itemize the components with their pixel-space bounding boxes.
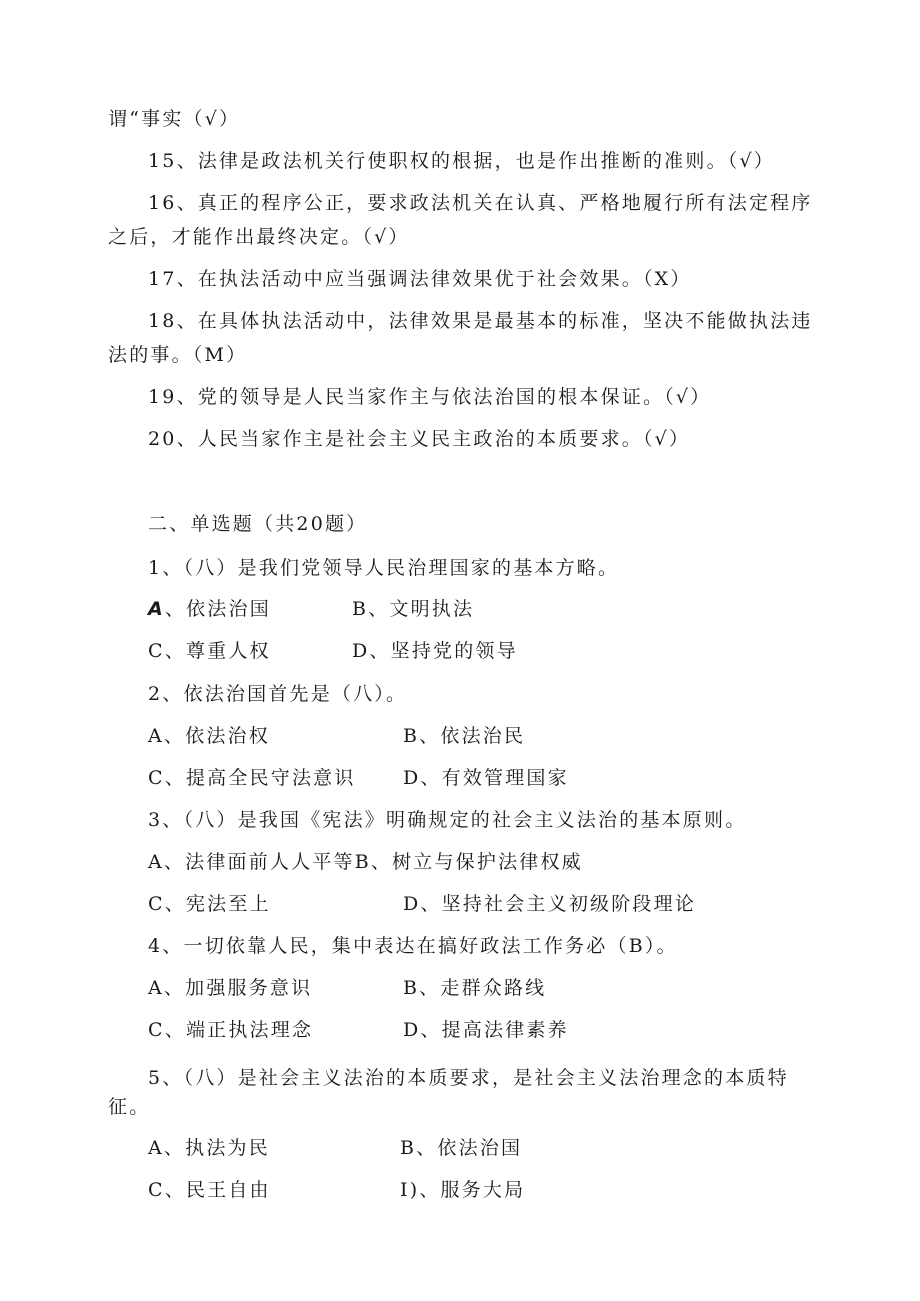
question-5-option-c: C、民王自由	[148, 1179, 271, 1201]
option-a-label: A	[148, 598, 165, 620]
question-4-stem: 4、一切依靠人民，集中表达在搞好政法工作务必（B）。	[148, 935, 678, 957]
question-4-option-b: B、走群众路线	[403, 977, 547, 999]
tf-item-16-line1: 16、真正的程序公正，要求政法机关在认真、严格地履行所有法定程序	[148, 192, 813, 214]
question-2-option-b: B、依法治民	[403, 725, 526, 747]
tf-item-14-continuation: 谓“事实（√）	[108, 108, 241, 130]
question-5-stem-line2: 征。	[108, 1096, 151, 1118]
question-2-stem: 2、依法治国首先是（八）。	[148, 683, 408, 705]
tf-item-18-line2: 法的事。（M）	[108, 344, 248, 366]
question-3-option-ab: A、法律面前人人平等B、树立与保护法律权威	[148, 851, 583, 873]
question-1-option-c: C、尊重人权	[148, 640, 271, 662]
question-1-stem: 1、（八）是我们党领导人民治理国家的基本方略。	[148, 557, 620, 579]
question-3-option-d: D、坚持社会主义初级阶段理论	[403, 893, 697, 915]
question-5-option-d: I)、服务大局	[400, 1179, 526, 1201]
question-4-option-d: D、提高法律素养	[403, 1019, 569, 1041]
question-1-option-d: D、坚持党的领导	[352, 640, 518, 662]
tf-item-15: 15、法律是政法机关行使职权的根据，也是作出推断的准则。（√）	[148, 150, 775, 172]
tf-item-18-line1: 18、在具体执法活动中，法律效果是最基本的标准，坚决不能做执法违	[148, 310, 813, 332]
question-3-stem: 3、（八）是我国《宪法》明确规定的社会主义法治的基本原则。	[148, 809, 747, 831]
question-4-option-a: A、加强服务意识	[148, 977, 313, 999]
question-1-option-b: B、文明执法	[352, 598, 475, 620]
tf-item-17: 17、在执法活动中应当强调法律效果优于社会效果。（X）	[148, 268, 692, 290]
question-4-option-c: C、端正执法理念	[148, 1019, 314, 1041]
question-1-option-a	[148, 597, 271, 621]
question-5-option-a: A、执法为民	[148, 1137, 270, 1159]
question-5-option-b: B、依法治国	[400, 1137, 523, 1159]
option-a-text: 、依法治国	[164, 598, 271, 620]
question-2-option-a: A、依法治权	[148, 725, 270, 747]
tf-item-16-line2: 之后，才能作出最终决定。（√）	[108, 226, 410, 248]
question-2-option-c: C、提高全民守法意识	[148, 767, 356, 789]
question-2-option-d: D、有效管理国家	[403, 767, 569, 789]
tf-item-19: 19、党的领导是人民当家作主与依法治国的根本保证。（√）	[148, 386, 712, 408]
question-3-option-c: C、宪法至上	[148, 893, 271, 915]
section-heading-single-choice: 二、单选题（共20题）	[148, 513, 368, 535]
question-5-stem-line1: 5、（八）是社会主义法治的本质要求，是社会主义法治理念的本质特	[148, 1067, 789, 1089]
tf-item-20: 20、人民当家作主是社会主义民主政治的本质要求。（√）	[148, 428, 691, 450]
